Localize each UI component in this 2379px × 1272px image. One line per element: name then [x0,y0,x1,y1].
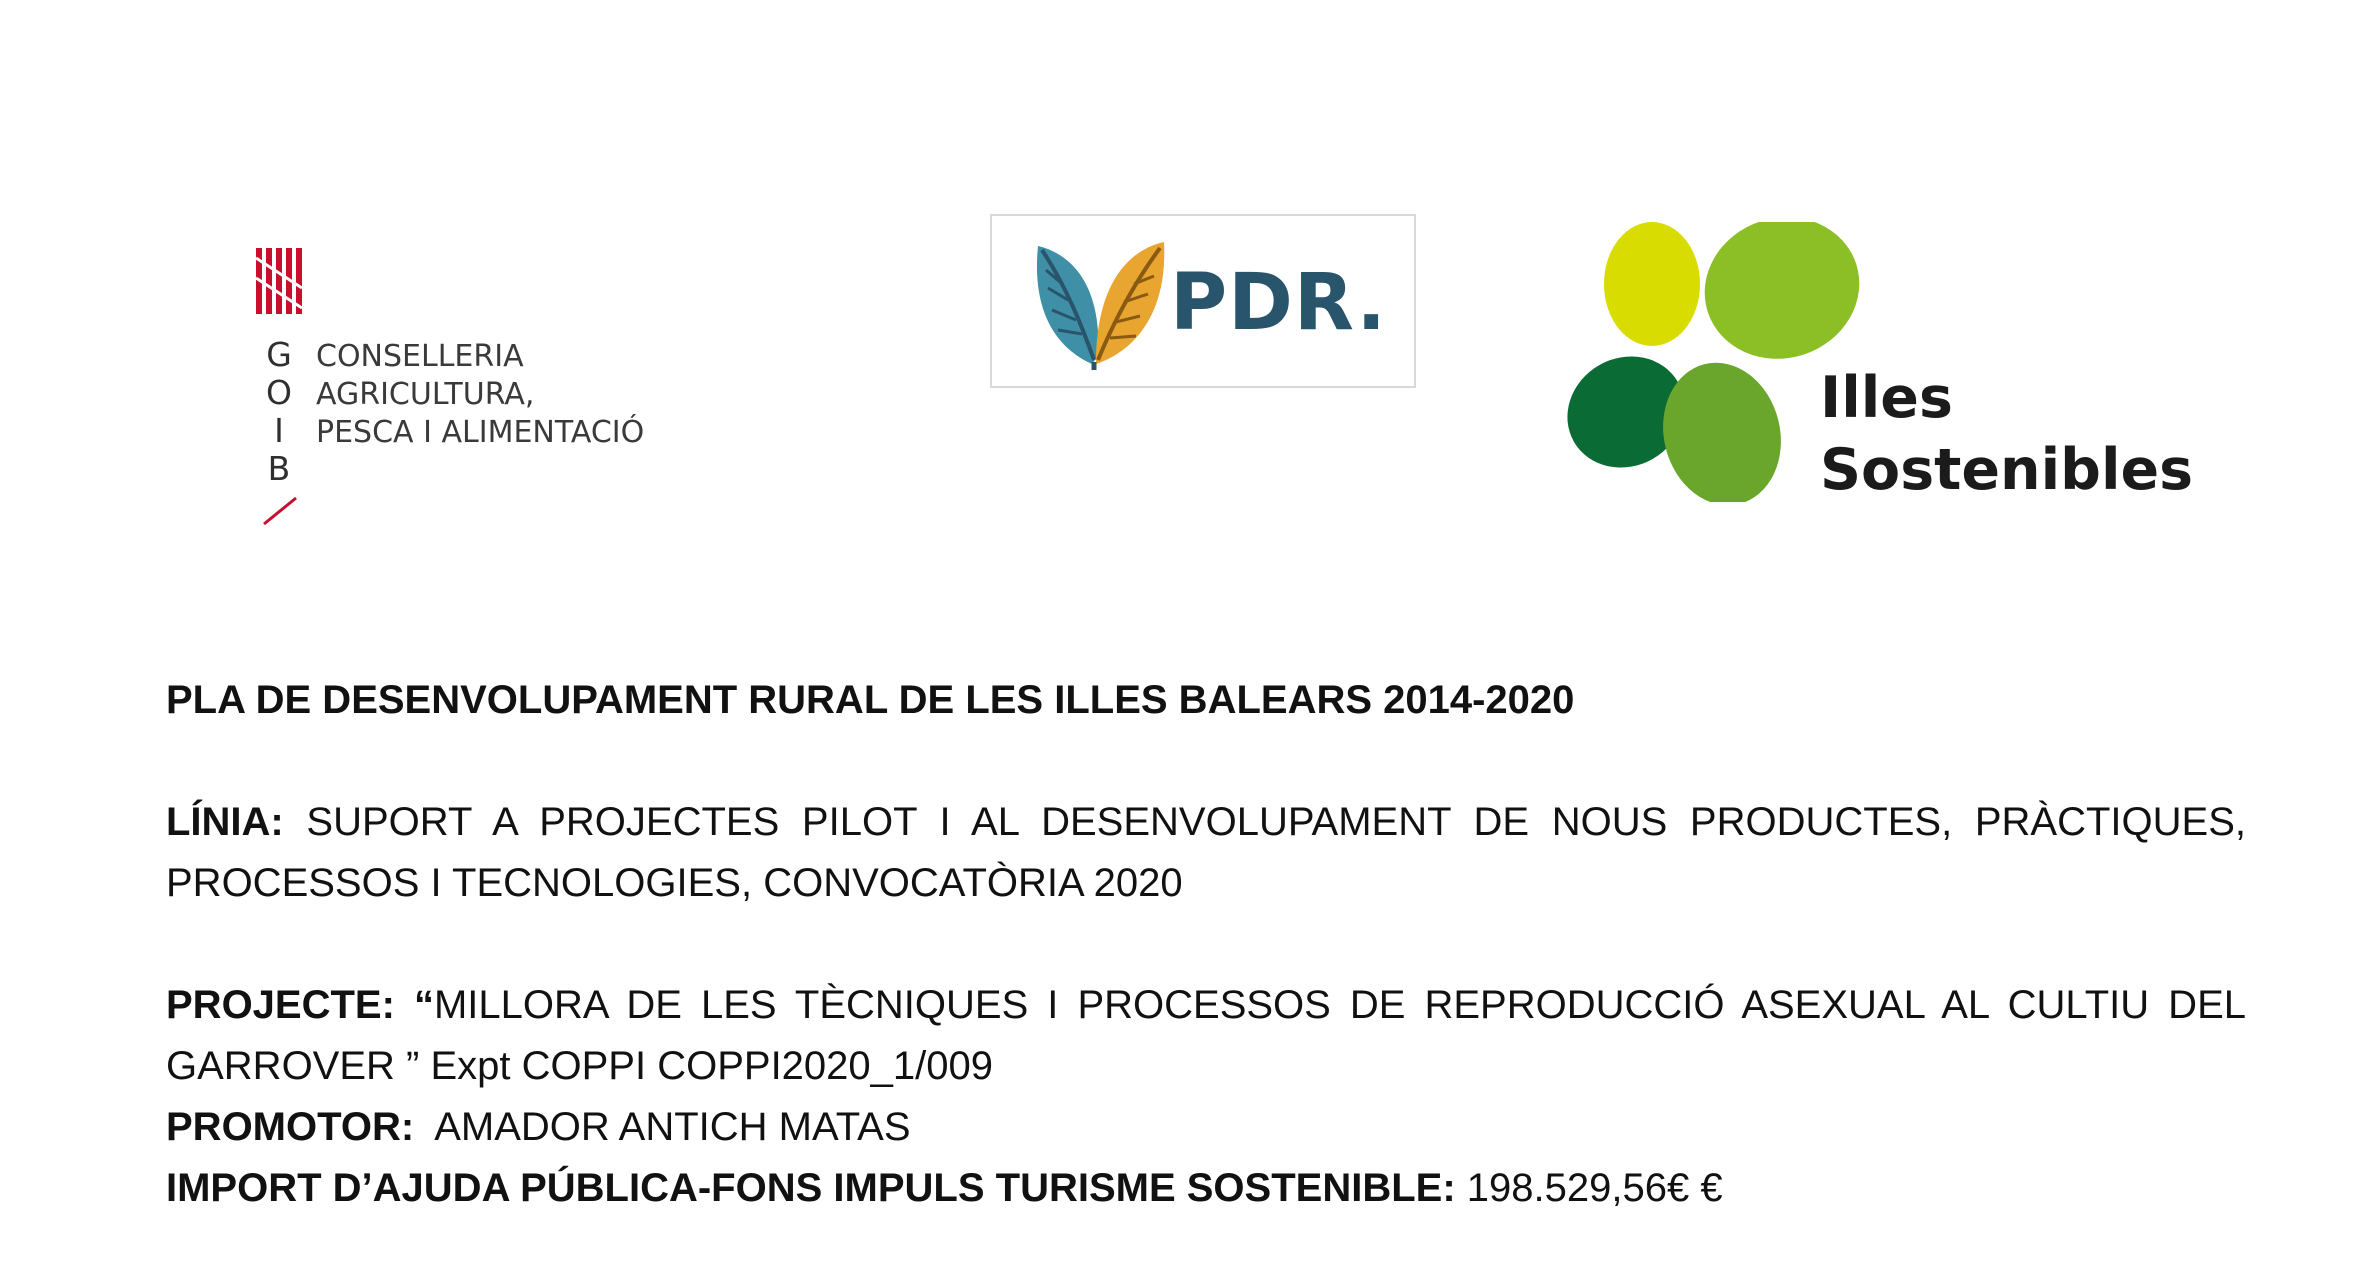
goib-letters [262,336,296,488]
heading-text: PLA DE DESENVOLUPAMENT RURAL DE LES ILLES BALEARS 2014-2020 [166,678,1575,722]
goib-slash-icon [262,496,298,526]
goib-logo [256,248,676,528]
document-heading [166,670,2246,731]
pdr-wordmark: PDR. [1170,258,1388,348]
leaves-icon [1032,236,1172,370]
linia-value: SUPORT A PROJECTES PILOT I AL DESENVOLUPAMENT DE NOUS PRODUCTES, PRÀCTIQUES, PROCESSOS I TECNOLOGIES, CONVOCATÒRIA 2020 [166,800,2246,905]
projecte-value: MILLORA DE LES TÈCNIQUES I PROCESSOS DE REPRODUCCIÓ ASEXUAL AL CULTIU DEL GARROVER ” Expt COPPI COPPI2020_1/009 [166,983,2246,1088]
projecte-paragraph [166,975,2246,1097]
goib-text-line: PESCA I ALIMENTACIÓ [316,415,645,450]
goib-shield-icon [256,248,302,314]
goib-department-name [316,338,644,452]
goib-text-line: CONSELLERIA [316,339,524,374]
goib-text-line: AGRICULTURA, [316,377,535,412]
illes-wordmark-line: Sostenibles [1820,437,2194,503]
import-value: 198.529,56€ € [1466,1166,1723,1210]
promotor-value: AMADOR ANTICH MATAS [434,1105,911,1149]
projecte-open-quote: “ [413,983,434,1027]
pdr-logo [990,214,1416,388]
promotor-paragraph [166,1097,2246,1158]
document-body [166,670,2246,1219]
import-label: IMPORT D’AJUDA PÚBLICA-FONS IMPULS TURISME SOSTENIBLE: [166,1166,1456,1210]
linia-paragraph [166,792,2246,914]
illes-sostenibles-logo [1560,222,2200,512]
linia-label: LÍNIA: [166,800,284,844]
promotor-label: PROMOTOR: [166,1105,415,1149]
projecte-label: PROJECTE: [166,983,395,1027]
goib-letter: O [266,373,292,412]
illes-sostenibles-wordmark [1820,362,2193,506]
flower-icon [1560,222,1860,502]
import-paragraph [166,1158,2246,1219]
goib-letter: B [267,449,291,488]
goib-letter: G [266,335,292,374]
goib-letter: I [274,411,284,450]
illes-wordmark-line: Illes [1820,365,1953,431]
